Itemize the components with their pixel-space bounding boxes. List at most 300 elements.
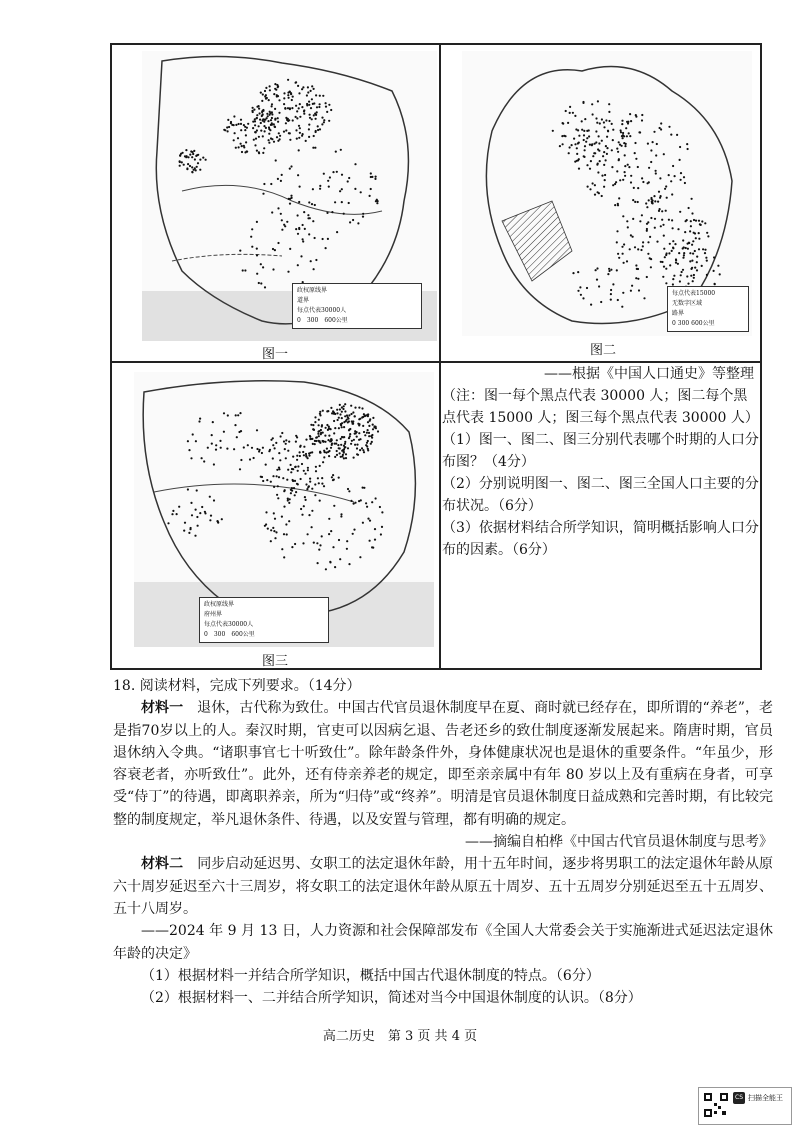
population-dot (328, 455, 330, 457)
population-dot (305, 453, 307, 455)
population-dot (344, 410, 346, 412)
population-dot (279, 135, 281, 137)
population-dot (617, 204, 619, 206)
population-dot (559, 145, 561, 147)
population-dot (307, 86, 309, 88)
population-dot (350, 500, 352, 502)
population-dot (334, 201, 336, 203)
population-dot (552, 130, 554, 132)
population-dot (289, 168, 291, 170)
population-dot (325, 452, 327, 454)
population-dot (266, 479, 268, 481)
population-dot (333, 505, 335, 507)
population-dot (327, 238, 329, 240)
population-dot (287, 469, 289, 471)
population-dot (262, 447, 264, 449)
population-dot (369, 420, 371, 422)
population-dot (587, 186, 589, 188)
population-dot (344, 441, 346, 443)
q17-source: ——根据《中国人口通史》等整理 (544, 366, 754, 382)
map-figure-2-legend (667, 286, 749, 332)
population-dot (299, 455, 301, 457)
population-dot (313, 114, 315, 116)
population-dot (707, 235, 709, 237)
population-dot (674, 243, 676, 245)
population-dot (596, 267, 598, 269)
population-dot (634, 201, 636, 203)
population-dot (590, 304, 592, 306)
population-dot (371, 176, 373, 178)
population-dot (295, 81, 297, 83)
population-dot (354, 407, 356, 409)
population-dot (692, 253, 694, 255)
population-dot (314, 147, 316, 149)
population-dot (350, 413, 352, 415)
population-dot (276, 494, 278, 496)
population-dot (302, 451, 304, 453)
population-dot (213, 463, 215, 465)
population-dot (242, 269, 244, 271)
population-dot (321, 535, 323, 537)
population-dot (196, 516, 198, 518)
population-dot (611, 149, 613, 151)
population-dot (343, 421, 345, 423)
population-dot (281, 174, 283, 176)
population-dot (288, 97, 290, 99)
population-dot (259, 112, 261, 114)
population-dot (358, 432, 360, 434)
population-dot (341, 422, 343, 424)
q18-material-2-source: ——2024 年 9 月 13 日，人力资源和社会保障部发布《全国人大常委会关于实施渐进式延迟法定退休年龄的决定》 (113, 923, 773, 962)
population-dot (299, 103, 301, 105)
population-dot (690, 275, 692, 277)
population-dot (641, 119, 643, 121)
population-dot (321, 483, 323, 485)
population-dot (367, 413, 369, 415)
population-dot (342, 408, 344, 410)
population-dot (701, 265, 703, 267)
population-dot (655, 154, 657, 156)
population-dot (274, 537, 276, 539)
population-dot (195, 509, 197, 511)
population-dot (610, 293, 612, 295)
population-dot (659, 177, 661, 179)
population-dot (270, 481, 272, 483)
population-dot (573, 138, 575, 140)
population-dot (261, 111, 263, 113)
population-dot (319, 411, 321, 413)
population-dot (317, 125, 319, 127)
population-dot (617, 151, 619, 153)
population-dot (270, 529, 272, 531)
population-dot (339, 558, 341, 560)
population-dot (287, 499, 289, 501)
population-dot (671, 193, 673, 195)
population-dot (603, 164, 605, 166)
population-dot (308, 128, 310, 130)
population-dot (362, 487, 364, 489)
population-dot (686, 143, 688, 145)
population-dot (682, 269, 684, 271)
population-dot (312, 424, 314, 426)
population-dot (308, 455, 310, 457)
population-dot (349, 435, 351, 437)
population-dot (652, 141, 654, 143)
population-dot (621, 246, 623, 248)
population-dot (343, 405, 345, 407)
q17-note: （注：图一每个黑点代表 30000 人；图二每个黑点代表 15000 人；图三每个黑点代表 30000 人） (442, 388, 759, 426)
population-dot (340, 149, 342, 151)
population-dot (595, 141, 597, 143)
population-dot (246, 127, 248, 129)
population-dot (262, 193, 264, 195)
population-dot (348, 177, 350, 179)
population-dot (259, 449, 261, 451)
population-dot (601, 195, 603, 197)
population-dot (304, 228, 306, 230)
population-dot (347, 180, 349, 182)
population-dot (269, 89, 271, 91)
legend-item: 政权原线界 (204, 601, 235, 608)
population-dot (325, 102, 327, 104)
population-dot (637, 278, 639, 280)
population-dot (354, 415, 356, 417)
population-dot (622, 292, 624, 294)
population-dot (277, 140, 279, 142)
population-dot (660, 225, 662, 227)
population-dot (311, 488, 313, 490)
population-dot (331, 442, 333, 444)
population-dot (696, 261, 698, 263)
population-dot (621, 306, 623, 308)
population-dot (601, 140, 603, 142)
population-dot (310, 107, 312, 109)
population-dot (240, 119, 242, 121)
population-dot (694, 267, 696, 269)
population-dot (346, 548, 348, 550)
population-dot (260, 263, 262, 265)
population-dot (314, 204, 316, 206)
population-dot (603, 121, 605, 123)
population-dot (301, 463, 303, 465)
population-dot (261, 100, 263, 102)
population-dot (309, 478, 311, 480)
population-dot (313, 268, 315, 270)
population-dot (328, 104, 330, 106)
population-dot (335, 443, 337, 445)
population-dot (287, 271, 289, 273)
population-dot (618, 257, 620, 259)
population-dot (264, 90, 266, 92)
population-dot (190, 150, 192, 152)
material-2-text: 同步启动延迟男、女职工的法定退休年龄，用十五年时间，逐步将男职工的法定退休年龄从原六十周岁延迟至六十三周岁，将女职工的法定退休年龄从原五十周岁、五十五周岁分别延迟至五十五周岁、五十八周岁。 (113, 856, 774, 917)
population-dot (247, 123, 249, 125)
population-dot (296, 138, 298, 140)
population-dot (297, 483, 299, 485)
population-dot (188, 532, 190, 534)
population-dot (277, 178, 279, 180)
population-dot (298, 107, 300, 109)
population-dot (319, 414, 321, 416)
population-dot (608, 103, 610, 105)
population-dot (223, 412, 225, 414)
population-dot (290, 492, 292, 494)
population-dot (252, 111, 254, 113)
population-dot (313, 429, 315, 431)
population-dot (297, 85, 299, 87)
population-dot (256, 248, 258, 250)
population-dot (311, 203, 313, 205)
population-dot (635, 264, 637, 266)
population-dot (196, 166, 198, 168)
population-dot (268, 128, 270, 130)
population-dot (371, 501, 373, 503)
population-dot (650, 149, 652, 151)
population-dot (704, 222, 706, 224)
population-dot (687, 248, 689, 250)
population-dot (302, 86, 304, 88)
population-dot (663, 266, 665, 268)
population-dot (339, 404, 341, 406)
population-dot (295, 228, 297, 230)
population-dot (285, 523, 287, 525)
population-dot (354, 163, 356, 165)
population-dot (269, 111, 271, 113)
population-dot (647, 241, 649, 243)
population-dot (675, 262, 677, 264)
population-dot (370, 435, 372, 437)
population-dot (682, 239, 684, 241)
population-dot (592, 113, 594, 115)
population-dot (245, 141, 247, 143)
population-dot (713, 270, 715, 272)
population-dot (277, 497, 279, 499)
population-dot (668, 252, 670, 254)
population-dot (343, 452, 345, 454)
population-dot (669, 264, 671, 266)
population-dot (586, 164, 588, 166)
population-dot (251, 228, 253, 230)
population-dot (352, 411, 354, 413)
population-dot (618, 197, 620, 199)
population-dot (346, 540, 348, 542)
population-dot (310, 438, 312, 440)
population-dot (292, 479, 294, 481)
population-dot (314, 443, 316, 445)
population-dot (330, 407, 332, 409)
population-dot (268, 133, 270, 135)
population-dot (315, 466, 317, 468)
population-dot (319, 451, 321, 453)
population-dot (381, 526, 383, 528)
population-dot (269, 114, 271, 116)
population-dot (322, 95, 324, 97)
population-dot (702, 248, 704, 250)
population-dot (686, 219, 688, 221)
population-dot (632, 199, 634, 201)
population-dot (253, 109, 255, 111)
population-dot (294, 466, 296, 468)
population-dot (277, 121, 279, 123)
population-dot (672, 240, 674, 242)
population-dot (626, 260, 628, 262)
population-dot (368, 435, 370, 437)
population-dot (195, 440, 197, 442)
population-dot (286, 479, 288, 481)
population-dot (209, 496, 211, 498)
population-dot (606, 136, 608, 138)
population-dot (303, 454, 305, 456)
population-dot (706, 260, 708, 262)
population-dot (679, 159, 681, 161)
population-dot (254, 131, 256, 133)
population-dot (260, 282, 262, 284)
population-dot (198, 420, 200, 422)
population-dot (608, 268, 610, 270)
population-dot (713, 256, 715, 258)
population-dot (264, 130, 266, 132)
population-dot (230, 122, 232, 124)
population-dot (283, 440, 285, 442)
population-dot (319, 465, 321, 467)
population-dot (584, 145, 586, 147)
population-dot (686, 275, 688, 277)
population-dot (651, 202, 653, 204)
population-dot (336, 231, 338, 233)
population-dot (641, 214, 643, 216)
population-dot (562, 143, 564, 145)
population-dot (311, 118, 313, 120)
population-dot (610, 299, 612, 301)
population-dot (583, 130, 585, 132)
population-dot (243, 446, 245, 448)
population-dot (665, 185, 667, 187)
population-dot (258, 105, 260, 107)
population-dot (342, 436, 344, 438)
population-dot (183, 530, 185, 532)
population-dot (184, 522, 186, 524)
population-dot (628, 166, 630, 168)
population-dot (324, 451, 326, 453)
population-dot (359, 449, 361, 451)
population-dot (362, 449, 364, 451)
population-dot (283, 533, 285, 535)
population-dot (273, 93, 275, 95)
legend-item: 每点代表30000人 (297, 307, 347, 314)
legend-item: 无数字区域 (672, 300, 703, 307)
population-dot (616, 241, 618, 243)
population-dot (299, 186, 301, 188)
population-dot (365, 502, 367, 504)
population-dot (323, 456, 325, 458)
population-dot (308, 485, 310, 487)
population-dot (622, 253, 624, 255)
population-dot (261, 476, 263, 478)
population-dot (615, 181, 617, 183)
population-dot (187, 156, 189, 158)
population-dot (577, 159, 579, 161)
population-dot (590, 160, 592, 162)
population-dot (328, 120, 330, 122)
population-dot (187, 440, 189, 442)
population-dot (662, 276, 664, 278)
population-dot (176, 513, 178, 515)
population-dot (282, 477, 284, 479)
population-dot (601, 175, 603, 177)
population-dot (617, 253, 619, 255)
population-dot (256, 129, 258, 131)
population-dot (318, 482, 320, 484)
population-dot (622, 132, 624, 134)
population-dot (278, 476, 280, 478)
population-dot (334, 566, 336, 568)
population-dot (594, 194, 596, 196)
population-dot (637, 248, 639, 250)
population-dot (650, 197, 652, 199)
population-dot (603, 151, 605, 153)
population-dot (616, 148, 618, 150)
population-dot (314, 416, 316, 418)
population-dot (714, 283, 716, 285)
map-figure-1 (142, 51, 437, 341)
population-dot (344, 403, 346, 405)
population-dot (671, 250, 673, 252)
population-dot (338, 539, 340, 541)
population-dot (283, 506, 285, 508)
population-dot (363, 451, 365, 453)
population-dot (308, 233, 310, 235)
population-dot (665, 210, 667, 212)
population-dot (691, 244, 693, 246)
population-dot (322, 440, 324, 442)
population-dot (288, 502, 290, 504)
population-dot (270, 183, 272, 185)
population-dot (622, 134, 624, 136)
population-dot (315, 118, 317, 120)
population-dot (360, 191, 362, 193)
population-dot (656, 241, 658, 243)
population-dot (328, 428, 330, 430)
population-dot (260, 122, 262, 124)
population-dot (366, 506, 368, 508)
population-dot (375, 497, 377, 499)
population-dot (347, 416, 349, 418)
population-dot (243, 145, 245, 147)
population-dot (374, 528, 376, 530)
population-dot (194, 158, 196, 160)
population-dot (256, 117, 258, 119)
population-dot (369, 540, 371, 542)
population-dot (302, 224, 304, 226)
population-dot (192, 433, 194, 435)
population-dot (576, 153, 578, 155)
population-dot (616, 230, 618, 232)
population-dot (294, 494, 296, 496)
population-dot (262, 135, 264, 137)
population-dot (289, 139, 291, 141)
population-dot (191, 514, 193, 516)
population-dot (375, 176, 377, 178)
population-dot (303, 470, 305, 472)
population-dot (588, 129, 590, 131)
population-dot (301, 514, 303, 516)
population-dot (191, 166, 193, 168)
population-dot (287, 79, 289, 81)
population-dot (379, 506, 381, 508)
population-dot (265, 511, 267, 513)
population-dot (689, 252, 691, 254)
population-dot (255, 138, 257, 140)
